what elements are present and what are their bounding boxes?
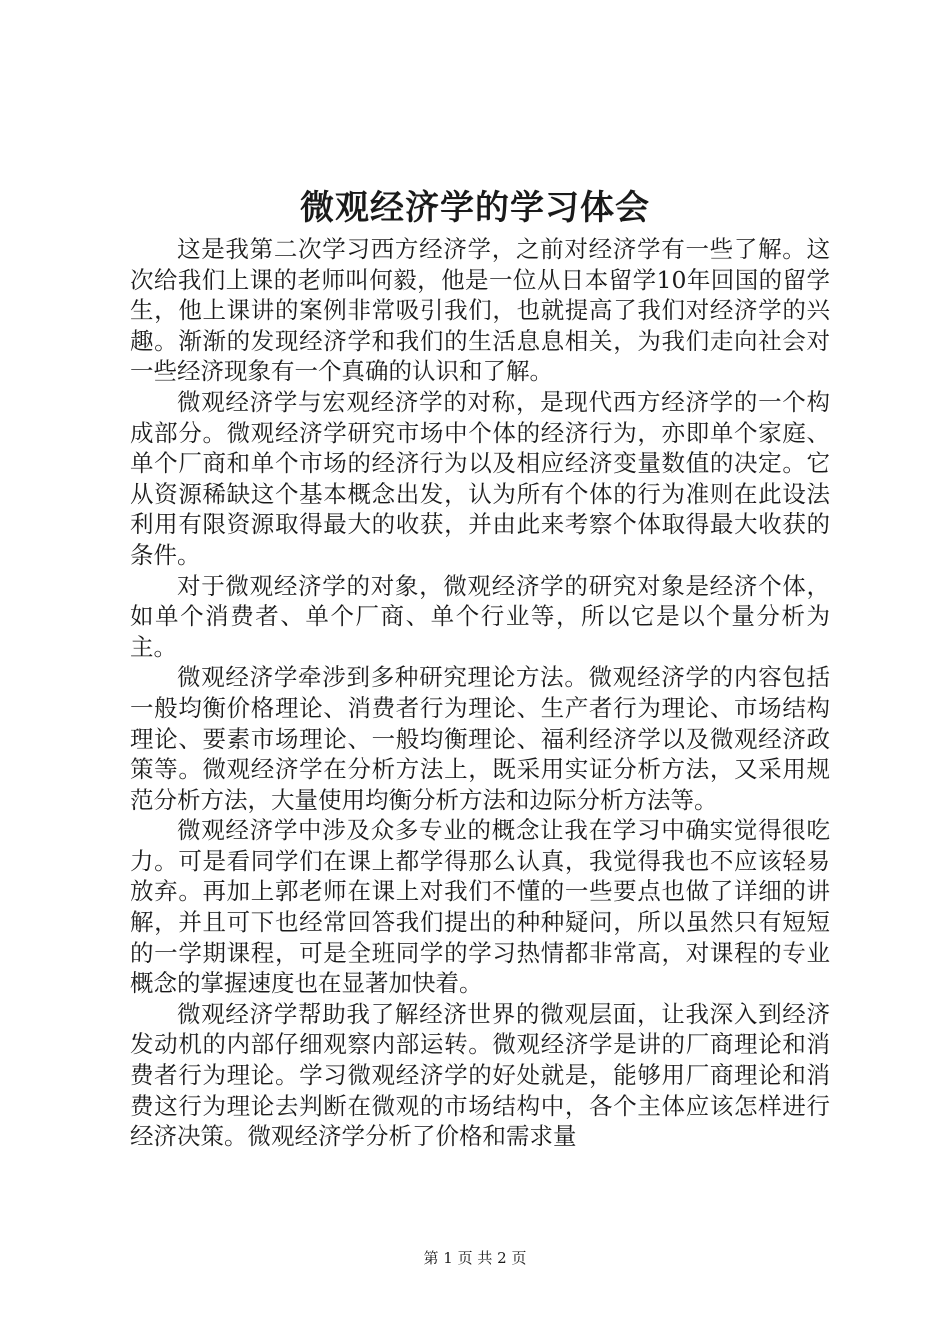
paragraph-2: 微观经济学与宏观经济学的对称，是现代西方经济学的一个构成部分。微观经济学研究市场中个体的经济行为，亦即单个家庭、单个厂商和单个市场的经济行为以及相应经济变量数值的决定。它从资源稀缺这个基本概念出发，认为所有个体的行为准则在此设法利用有限资源取得最大的收获，并由此来考察个体取得最大收获的条件。 xyxy=(130,387,830,569)
page-title: 微观经济学的学习体会 xyxy=(300,188,650,228)
paragraph-3: 对于微观经济学的对象，微观经济学的研究对象是经济个体，如单个消费者、单个厂商、单个行业等，所以它是以个量分析为主。 xyxy=(130,571,830,661)
paragraph-1: 这是我第二次学习西方经济学，之前对经济学有一些了解。这次给我们上课的老师叫何毅，他是一位从日本留学10年回国的留学生，他上课讲的案例非常吸引我们，也就提高了我们对经济学的兴趣。渐渐的发现经济学和我们的生活息息相关，为我们走向社会对一些经济现象有一个真确的认识和了解。 xyxy=(130,235,830,386)
paragraph-5: 微观经济学中涉及众多专业的概念让我在学习中确实觉得很吃力。可是看同学们在课上都学得那么认真，我觉得我也不应该轻易放弃。再加上郭老师在课上对我们不懂的一些要点也做了详细的讲解，并且可下也经常回答我们提出的种种疑问，所以虽然只有短短的一学期课程，可是全班同学的学习热情都非常高，对课程的专业概念的掌握速度也在显著加快着。 xyxy=(130,816,830,998)
paragraph-6: 微观经济学帮助我了解经济世界的微观层面，让我深入到经济发动机的内部仔细观察内部运转。微观经济学是讲的厂商理论和消费者行为理论。学习微观经济学的好处就是，能够用厂商理论和消费这行为理论去判断在微观的市场结构中，各个主体应该怎样进行经济决策。微观经济学分析了价格和需求量 xyxy=(130,999,830,1151)
document-body xyxy=(130,234,830,1152)
page-number-footer: 第 1 页 共 2 页 xyxy=(423,1249,527,1267)
paragraph-4: 微观经济学牵涉到多种研究理论方法。微观经济学的内容包括一般均衡价格理论、消费者行为理论、生产者行为理论、市场结构理论、要素市场理论、一般均衡理论、福利经济学以及微观经济政策等。微观经济学在分析方法上，既采用实证分析方法，又采用规范分析方法，大量使用均衡分析方法和边际分析方法等。 xyxy=(130,663,830,814)
